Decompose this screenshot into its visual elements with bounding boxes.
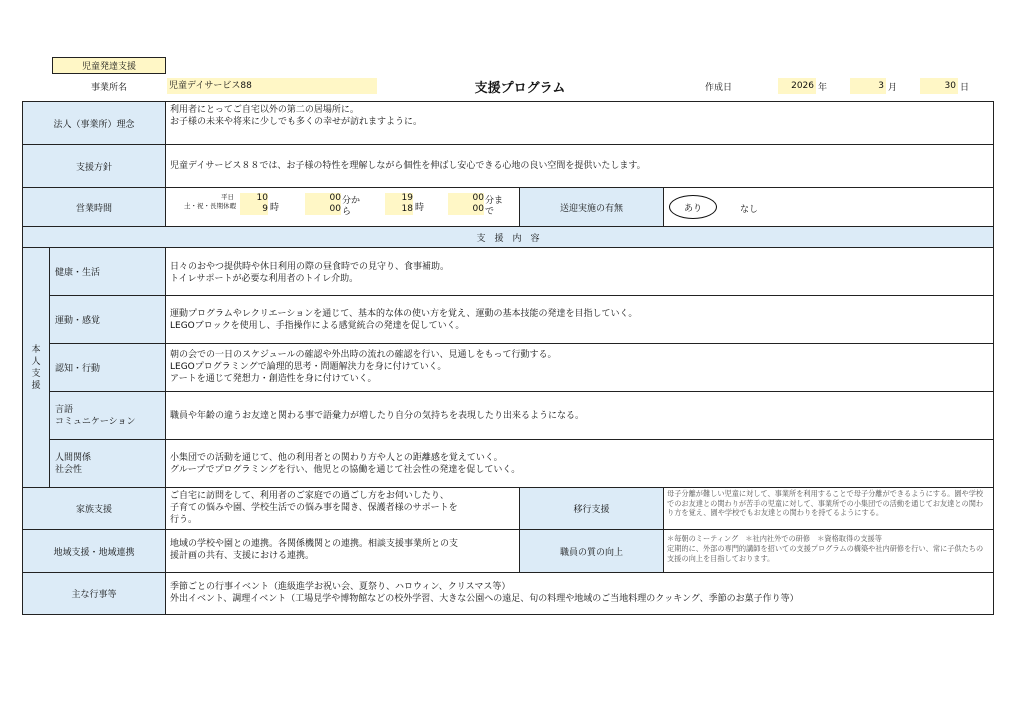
support-item-text-health: 日々のおやつ提供時や休日利用の際の昼食時での見守り、食事補助。 トイレサポートが必要な利用者のトイレ介助。 (165, 247, 994, 296)
created-month: 3 (850, 78, 886, 94)
policy-label-text: 支援方針 (75, 162, 112, 173)
support-item-label-language (49, 391, 166, 440)
holiday-start-minute: 00 (305, 204, 341, 215)
philosophy-label-text: 法人（事業所）理念 (53, 119, 135, 130)
office-name: 児童デイサービス88 (167, 78, 377, 94)
transport-label-text: 送迎実施の有無 (559, 203, 623, 214)
hours-label-text: 営業時間 (75, 203, 112, 214)
policy-text: 児童デイサービス８８では、お子様の特性を理解しながら個性を伸ばし安心できる心地の良い空間を提供いたします。 (165, 144, 994, 188)
end-hour-unit: 時 (415, 203, 425, 213)
weekday-start-minute: 00 (305, 193, 341, 204)
policy-label (22, 144, 166, 188)
start-hour-unit: 時 (270, 203, 280, 213)
weekday-end-minute: 00 (448, 193, 484, 204)
support-item-label: 言語 コミュニケーション (55, 404, 136, 427)
start-minute-unit-1: 分か (342, 196, 361, 206)
day-unit: 日 (960, 83, 970, 93)
hours-label (22, 187, 166, 227)
weekday-start-hour: 10 (240, 193, 268, 204)
office-label: 事業所名 (90, 82, 127, 93)
community-label (22, 529, 166, 573)
self-support-label-text: 本 人 支 援 (31, 344, 41, 391)
support-item-text-language: 職員や年齢の違うお友達と関わる事で語彙力が増したり自分の気持ちを表現したり出来るようになる。 (165, 391, 994, 440)
start-minute-unit-2: ら (342, 207, 352, 217)
program-type: 児童発達支援 (81, 62, 136, 72)
support-item-text-motor: 運動プログラムやレクリエーションを通じて、基本的な体の使い方を覚え、運動の基本技能の発達を目指していく。 LEGOブロックを使用し、手指操作による感覚統合の発達を促していく。 (165, 295, 994, 344)
created-label: 作成日 (705, 83, 733, 93)
support-section-title (22, 226, 994, 248)
support-item-label: 人間関係 社会性 (55, 452, 92, 475)
support-item-text-social: 小集団での活動を通じて、他の利用者との関わり方や人との距離感を覚えていく。 グループでプログラミングを行い、他児との協働を通じて社会性の発達を促していく。 (165, 439, 994, 488)
support-item-label-cognition (49, 343, 166, 392)
events-label (22, 572, 166, 615)
transport-yes-text: あり (683, 203, 702, 214)
weekday-end-hour: 19 (385, 193, 413, 204)
transport-no[interactable]: なし (740, 205, 759, 215)
family-label-text: 家族支援 (75, 505, 112, 515)
holiday-end-hour: 18 (385, 204, 413, 215)
holiday-end-minute: 00 (448, 204, 484, 215)
month-unit: 月 (888, 83, 898, 93)
support-item-label: 健康・生活 (55, 268, 101, 278)
support-section-title-text: 支 援 内 容 (476, 233, 540, 244)
philosophy-label (22, 101, 166, 145)
created-day: 30 (920, 78, 958, 94)
transport-yes[interactable] (669, 195, 717, 219)
community-label-text: 地域支援・地域連携 (53, 547, 135, 558)
page-title: 支援プログラム (474, 80, 566, 96)
weekday-label: 平日 (221, 193, 234, 201)
events-label-text: 主な行事等 (71, 590, 117, 600)
philosophy-text: 利用者にとってご自宅以外の第二の居場所に。 お子様の未来や将来に少しでも多くの幸せが訪れますように。 (165, 101, 994, 145)
self-support-label (22, 247, 50, 488)
quality-label (519, 529, 664, 573)
support-item-label: 認知・行動 (55, 364, 101, 374)
transport-label (519, 187, 664, 227)
family-label (22, 487, 166, 530)
holiday-start-hour: 9 (240, 204, 268, 215)
transition-label-text: 移行支援 (573, 505, 610, 515)
quality-label-text: 職員の質の向上 (559, 547, 623, 558)
support-item-label-motor (49, 295, 166, 344)
support-item-label-health (49, 247, 166, 296)
family-text: ご自宅に訪問をして、利用者のご家庭での過ごし方をお伺いしたり、 子育ての悩みや園、学校生活での悩み事を聞き、保護者様のサポートを 行う。 (165, 487, 520, 530)
holiday-label: 土・祝・長期休暇 (184, 202, 236, 210)
support-item-text-cognition: 朝の会での一日のスケジュールの確認や外出時の流れの確認を行い、見通しをもって行動する。 LEGOプログラミングで論理的思考・問題解決力を身に付けていく。 アートを通じて発想力・創造性を身に付けていく。 (165, 343, 994, 392)
transition-label (519, 487, 664, 530)
transition-text: 母子分離が難しい児童に対して、事業所を利用することで母子分離ができるようにする。園や学校でのお友達との関わりが苦手の児童に対して、事業所での小集団での活動を通じてお友達との関わり方を覚え、園や学校でもお友達との関わりを持てるようにする。 (663, 487, 994, 530)
created-year: 2026 (778, 78, 816, 94)
events-text: 季節ごとの行事イベント（進級進学お祝い会、夏祭り、ハロウィン、クリスマス等） 外出イベント、調理イベント（工場見学や博物館などの校外学習、大きな公園への遠足、旬の料理や地域のご当地料理のクッキング、季節のお菓子作り等） (165, 572, 994, 615)
quality-text: ＊毎朝のミーティング ＊社内社外での研修 ＊資格取得の支援等 定期的に、外部の専門的講師を招いての支援プログラムの構築や社内研修を行い、常に子供たちの支援の向上を目指しております。 (663, 529, 994, 573)
year-unit: 年 (818, 83, 828, 93)
end-minute-unit-1: 分ま (485, 196, 504, 206)
support-item-label-social (49, 439, 166, 488)
end-minute-unit-2: で (485, 207, 495, 217)
support-item-label: 運動・感覚 (55, 316, 101, 326)
program-type-box (52, 57, 166, 74)
community-text: 地域の学校や園との連携。各関係機関との連携。相談支援事業所との支 援計画の共有、支援における連携。 (165, 529, 520, 573)
